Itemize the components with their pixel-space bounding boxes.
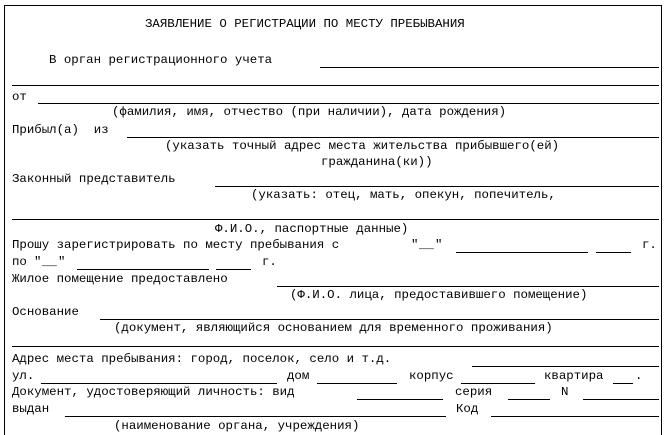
representative-field-line-2[interactable] <box>12 219 659 220</box>
section-separator <box>12 346 659 347</box>
form-title: ЗАЯВЛЕНИЕ О РЕГИСТРАЦИИ ПО МЕСТУ ПРЕБЫВАНИЯ <box>145 17 465 31</box>
representative-field[interactable] <box>215 186 659 187</box>
from-field[interactable] <box>38 103 659 104</box>
building-label: корпус <box>409 369 454 383</box>
representative-caption-line-2: Ф.И.О., паспортные данные) <box>215 222 409 236</box>
from-day-open-quote: " <box>411 238 419 252</box>
apartment-period: . <box>635 369 643 383</box>
housing-field[interactable] <box>277 286 659 287</box>
from-label: от <box>12 90 27 104</box>
until-month-field[interactable] <box>77 269 209 270</box>
basis-field[interactable] <box>100 319 659 320</box>
building-field[interactable] <box>461 383 535 384</box>
series-field[interactable] <box>508 399 550 400</box>
address-field[interactable] <box>472 366 659 367</box>
until-label: по <box>12 255 27 269</box>
organ-label: В орган регистрационного учета <box>49 53 273 67</box>
from-year-field[interactable] <box>596 252 631 253</box>
from-day-close-quote: " <box>435 238 443 252</box>
from-month-field[interactable] <box>456 252 588 253</box>
number-label: N <box>561 385 569 399</box>
arrived-caption-line-1: (указать точный адрес места жительства прибывшего(ей) <box>165 139 560 153</box>
register-label: Прошу зарегистрировать по месту пребывания с <box>12 238 340 252</box>
street-field[interactable] <box>41 383 277 384</box>
basis-label: Основание <box>12 305 79 319</box>
from-day-blank[interactable]: __ <box>419 238 434 252</box>
apartment-label: квартира <box>544 369 604 383</box>
until-day-close-quote: " <box>58 255 66 269</box>
housing-label: Жилое помещение предоставлено <box>12 272 228 286</box>
basis-caption: (документ, являющийся основанием для временного проживания) <box>114 321 553 335</box>
issued-label: выдан <box>12 402 50 416</box>
id-doc-type-field[interactable] <box>357 399 443 400</box>
until-day-open-quote: " <box>34 255 42 269</box>
arrived-caption-line-2: гражданина(ки)) <box>321 155 433 169</box>
organ-field-line-2[interactable] <box>12 85 659 86</box>
code-field[interactable] <box>491 416 659 417</box>
id-doc-label: Документ, удостоверяющий личность: вид <box>12 385 295 399</box>
issuer-caption: (наименование органа, учреждения) <box>114 419 360 433</box>
code-label: Код <box>456 402 479 416</box>
apartment-field[interactable] <box>613 383 633 384</box>
until-year-field[interactable] <box>216 269 251 270</box>
street-label: ул. <box>12 369 35 383</box>
arrived-field[interactable] <box>127 137 659 138</box>
number-field[interactable] <box>583 399 659 400</box>
issued-field[interactable] <box>65 416 446 417</box>
until-year-suffix: г. <box>262 255 277 269</box>
housing-caption: (Ф.И.О. лица, предоставившего помещение) <box>290 288 588 302</box>
house-field[interactable] <box>317 383 397 384</box>
from-year-suffix: г. <box>642 238 657 252</box>
from-caption: (фамилия, имя, отчество (при наличии), дата рождения) <box>112 105 507 119</box>
representative-caption-line-1: (указать: отец, мать, опекун, попечитель, <box>251 188 556 202</box>
address-label: Адрес места пребывания: город, поселок, село и т.д. <box>12 352 392 366</box>
until-day-blank[interactable]: __ <box>42 255 57 269</box>
representative-label: Законный представитель <box>12 172 176 186</box>
house-label: дом <box>287 369 310 383</box>
organ-field[interactable] <box>320 67 659 68</box>
series-label: серия <box>455 385 493 399</box>
arrived-label: Прибыл(а) из <box>12 123 109 137</box>
registration-form <box>4 5 662 435</box>
